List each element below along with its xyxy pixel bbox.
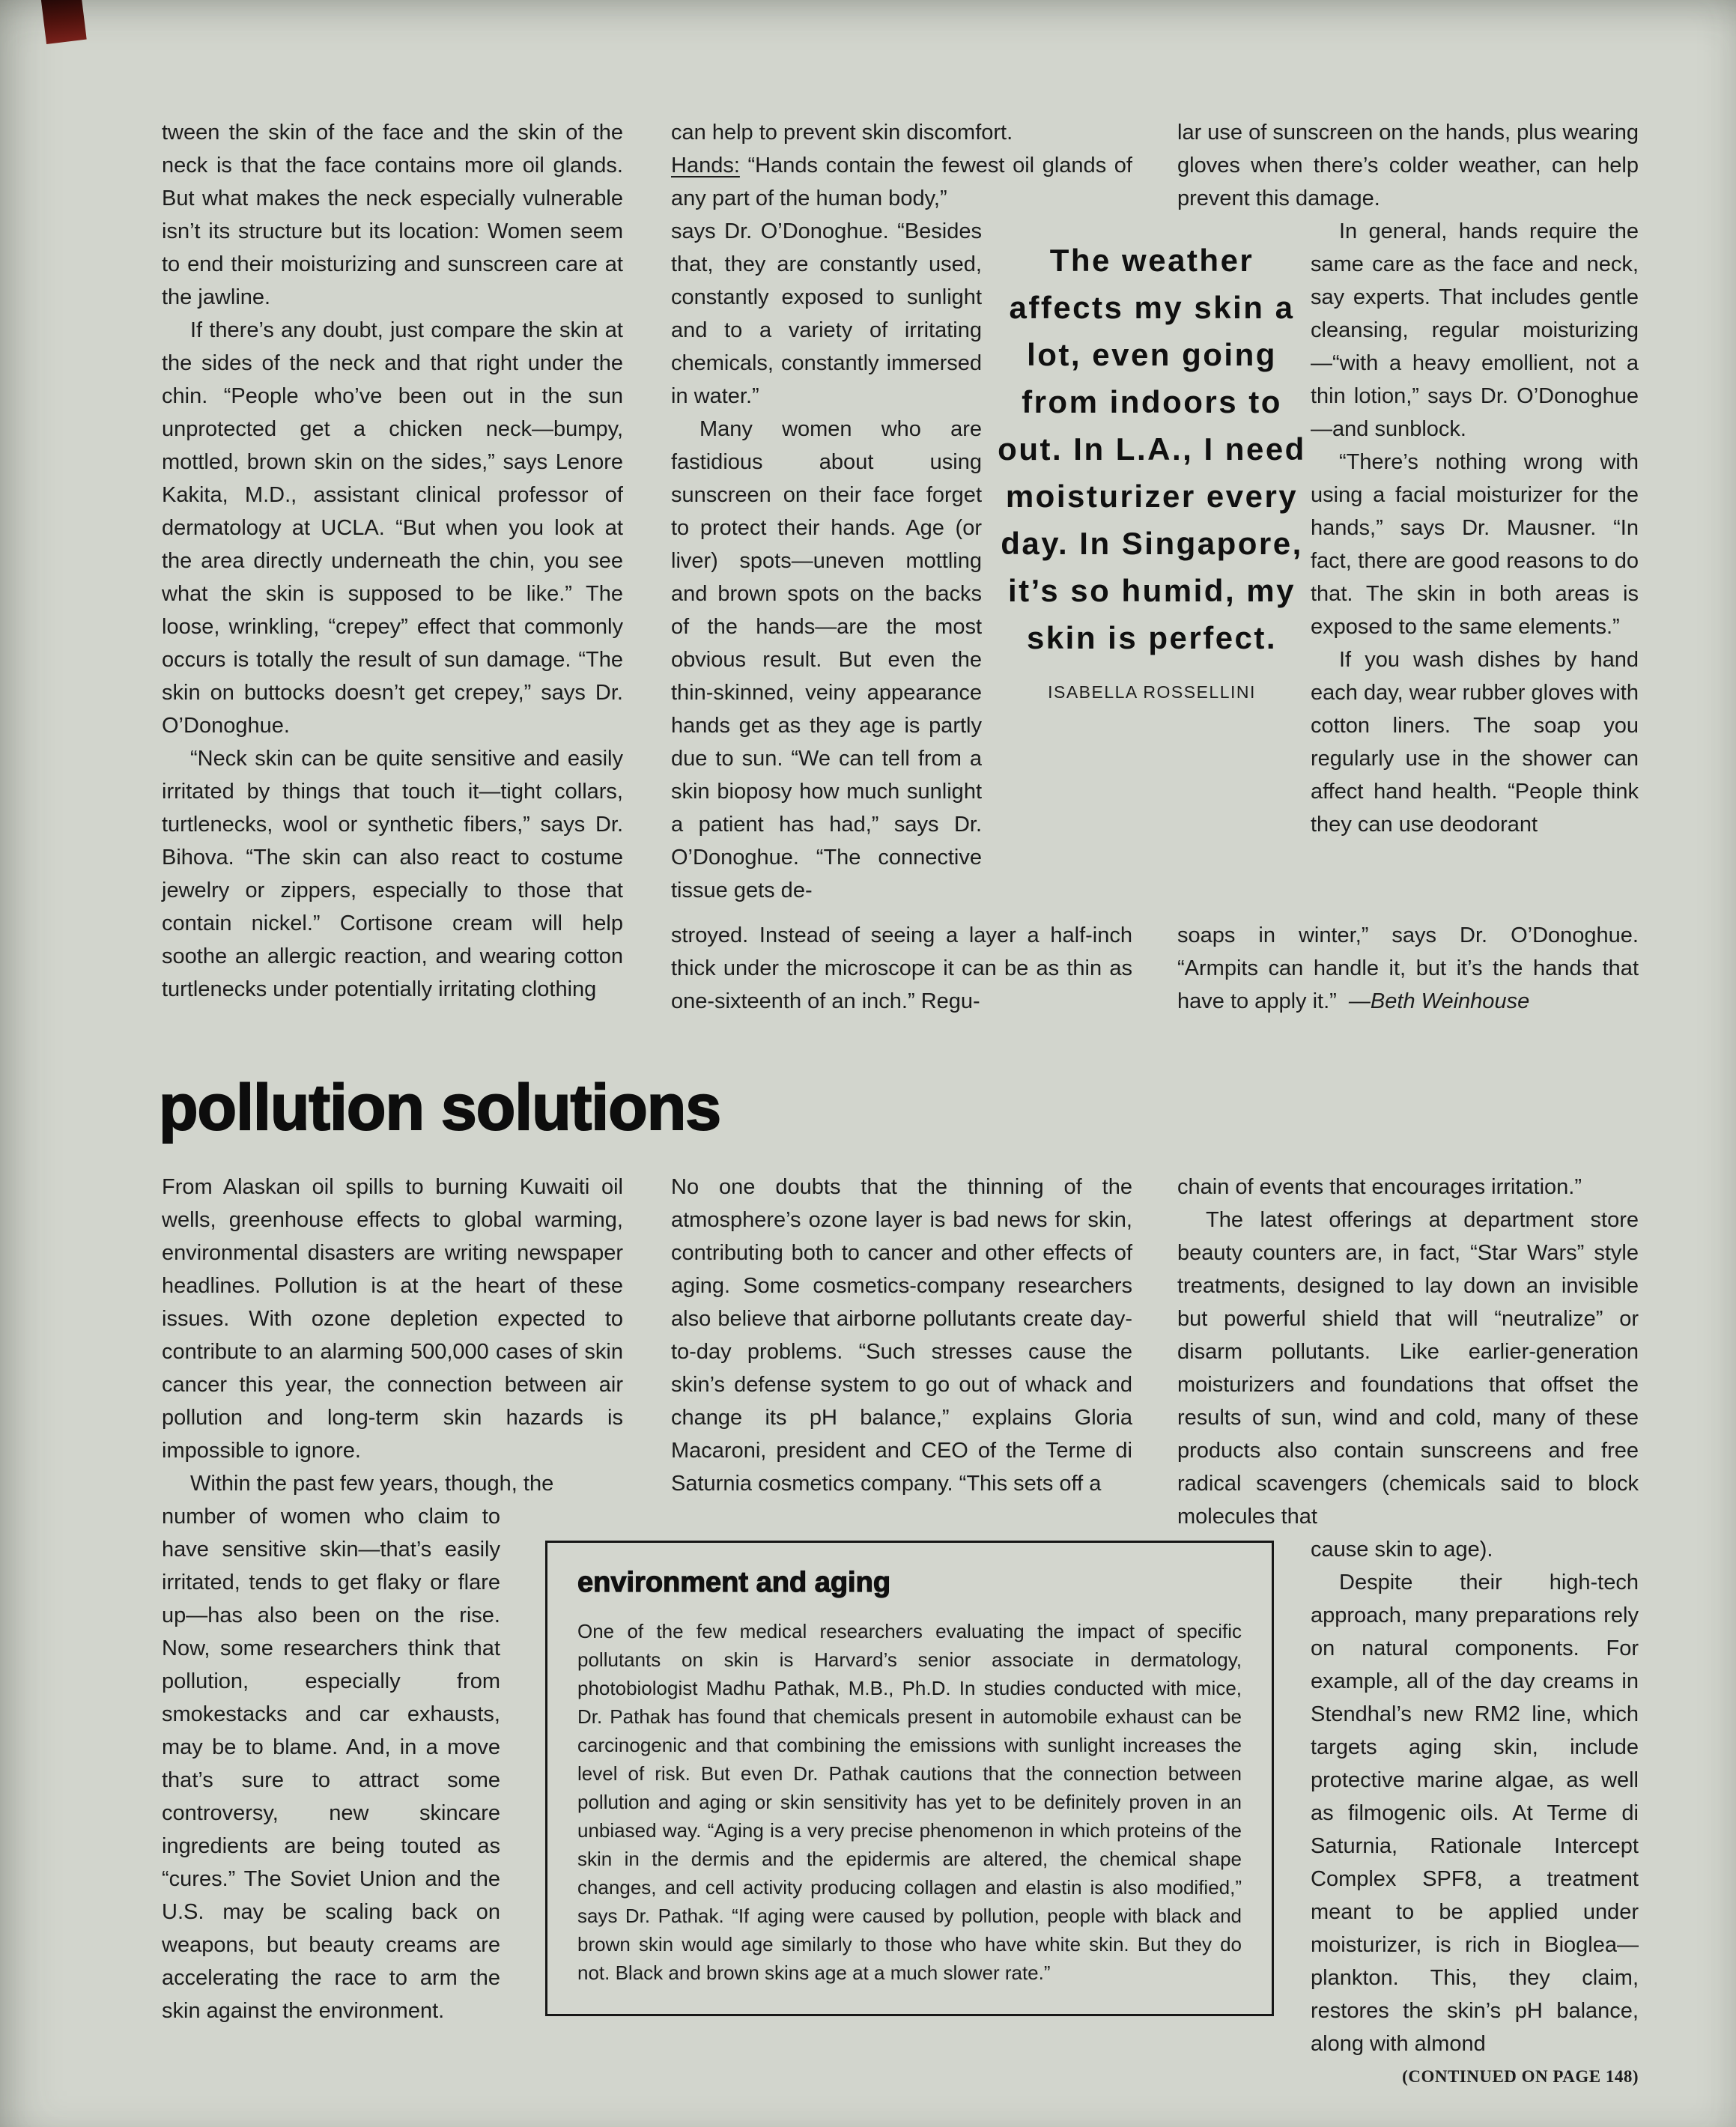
paragraph: From Alaskan oil spills to burning Kuwaiti oil wells, greenhouse effects to global warming, environmental disasters are writing newspaper headlines. Pollution is at the heart of these issues. With ozone depletion expected to contribute to an alarming 500,000 cases of skin cancer this year, the connection between air pollution and long-term skin hazards is impossible to ignore. [162,1175,623,1463]
wrapped-text-block [162,1500,500,2027]
paragraph: number of women who claim to have sensitive skin—that’s easily irritated, tends to get flaky or flare up—has also been on the rise. Now, some researchers think that pollution, especially from smokestacks and car exhausts, may be to blame. And, in a move that’s sure to attract some controversy, new skincare ingredients are being touted as “cures.” The Soviet Union and the U.S. may be scaling back on weapons, but beauty creams are accelerating the race to arm the skin against the environment. [162,1505,500,2023]
paragraph: If you wash dishes by hand each day, wear rubber gloves with cotton liners. The soap you regularly use in the shower can affect hand health. “People think they can use deodorant [1311,648,1639,837]
paragraph: Despite their high-tech approach, many preparations rely on natural components. For example, all of the day creams in Stendhal’s new RM2 line, which targets aging skin, include protective marine algae, as well as filmogenic oils. At Terme di Saturnia, Rationale Intercept Complex SPF8, a treatment meant to be applied under moisturizer, is rich in Bioglea—plankton. This, they claim, restores the skin’s pH balance, along with almond [1311,1571,1639,2056]
paragraph: tween the skin of the face and the skin of the neck is that the face contains more oil glands. But what makes the neck especially vulnerable isn’t its structure but its location: Women seem to end their moisturizing and sunscreen care at the jawline. [162,121,623,309]
hands-subhead: Hands: [671,154,740,177]
paragraph: cause skin to age). [1311,1538,1493,1562]
wrapped-text-block [1311,1533,1639,2093]
sidebar-title: environment and aging [577,1567,891,1598]
paragraph [671,149,1132,215]
paragraph: says Dr. O’Donoghue. “Besides that, they are constantly used, constantly exposed to sunlight and to a variety of irritating chemicals, constantly immersed in water.” [671,219,982,408]
top-column-3 [1177,116,1639,1018]
paragraph: “There’s nothing wrong with using a facial moisturizer for the hands,” says Dr. Mausner. “In fact, there are good reasons to do that. The skin in both areas is exposed to the same elements.” [1311,450,1639,639]
paragraph: stroyed. Instead of seeing a layer a half-inch thick under the microscope it can be as thin as one-sixteenth of an inch.” Regu- [671,923,1132,1013]
bottom-column-2 [671,1171,1132,1500]
wrapped-text-block [671,215,982,919]
pull-quote-text: The weather affects my skin a lot, even going from indoors to out. In L.A., I need moisturizer every day. In Singapore, it’s so humid, my skin is perfect. [998,243,1306,655]
paragraph: The latest offerings at department store beauty counters are, in fact, “Star Wars” style treatments, designed to lay down an invisible but powerful shield that will “neutralize” or disarm pollutants. Like earlier-generation moisturizers and foundations that offset the results of sun, wind and cold, many of these products also contain sunscreens and free radical scavengers (chemicals said to block molecules that [1177,1208,1639,1529]
paragraph: Within the past few years, though, the [190,1472,554,1496]
paragraph: lar use of sunscreen on the hands, plus wearing gloves when there’s colder weather, can help prevent this damage. [1177,121,1639,210]
sidebar-body: One of the few medical researchers evaluating the impact of specific pollutants on skin is Harvard’s senior associate in dermatology, photobiologist Madhu Pathak, M.B., Ph.D. In studies conducted with mice, Dr. Pathak has found that chemicals present in automobile exhaust can be carcinogenic and that combining the emissions with sunlight increases the level of risk. But even Dr. Pathak cautions that the connection between pollution and aging or skin sensitivity has yet to be definitely proven in an unbiased way. “Aging is a very precise phenomenon in which proteins of the skin in the dermis and the epidermis are altered, the chemical shape changes, and cell activity producing collagen and elastin is also modified,” says Dr. Pathak. “If aging were caused by pollution, people with black and brown skin would age similarly to those who have white skin. But they do not. Black and brown skins age at a much slower rate.” [577,1620,1242,1984]
paragraph-text: soaps in winter,” says Dr. O’Donoghue. “Armpits can handle it, but it’s the hands that have to apply it.” [1177,923,1639,1013]
paragraph: chain of events that encourages irritation.” [1177,1175,1582,1199]
section-headline: pollution solutions [159,1072,721,1144]
author-byline: —Beth Weinhouse [1348,989,1530,1013]
paragraph: can help to prevent skin discomfort. [671,121,1013,145]
paragraph: Many women who are fastidious about using sunscreen on their face forget to protect their hands. Age (or liver) spots—uneven mottling and brown spots on the backs of the hands—are the most obvious result. But even the thin-skinned, veiny appearance hands get as they age is partly due to sun. “We can tell from a skin bioposy how much sunlight a patient has had,” says Dr. O’Donoghue. “The connective tissue gets de- [671,417,982,902]
top-column-1 [162,116,623,1006]
paragraph: “Neck skin can be quite sensitive and easily irritated by things that touch it—tight collars, turtlenecks, wool or synthetic fibers,” says Dr. Bihova. “The skin can also react to costume jewelry or zippers, especially to those that contain nickel.” Cortisone cream will help soothe an allergic reaction, and wearing cotton turtlenecks under potentially irritating clothing [162,747,623,1001]
paragraph: In general, hands require the same care as the face and neck, say experts. That includes gentle cleansing, regular moisturizing—“with a heavy emollient, not a thin lotion,” says Dr. O’Donoghue—and sunblock. [1311,219,1639,441]
paragraph: If there’s any doubt, just compare the skin at the sides of the neck and that right under the chin. “People who’ve been out in the sun unprotected get a chicken neck—bumpy, mottled, brown skin on the sides,” says Lenore Kakita, M.D., assistant clinical professor of dermatology at UCLA. “But when you look at the area directly underneath the chin, you see what the skin is supposed to be like.” The loose, wrinkling, “crepey” effect that commonly occurs is totally the result of sun damage. “The skin on buttocks doesn’t get crepey,” says Dr. O’Donoghue. [162,318,623,738]
paragraph: No one doubts that the thinning of the atmosphere’s ozone layer is bad news for skin, contributing both to cancer and other effects of aging. Some cosmetics-company researchers also believe that airborne pollutants create day-to-day problems. “Such stresses cause the skin’s defense system to go out of whack and change its pH balance,” explains Gloria Macaroni, president and CEO of the Terme di Saturnia cosmetics company. “This sets off a [671,1175,1132,1496]
pull-quote-attribution: ISABELLA ROSSELLINI [1048,682,1256,702]
continued-on-page-note: (CONTINUED ON PAGE 148) [1402,2067,1639,2086]
sidebar-environment-and-aging [545,1541,1274,2016]
paragraph [1177,919,1639,1018]
scan-artifact [40,0,86,44]
paragraph-text: “Hands contain the fewest oil glands of any part of the human body,” [671,154,1132,210]
wrapped-text-block [1311,215,1639,919]
